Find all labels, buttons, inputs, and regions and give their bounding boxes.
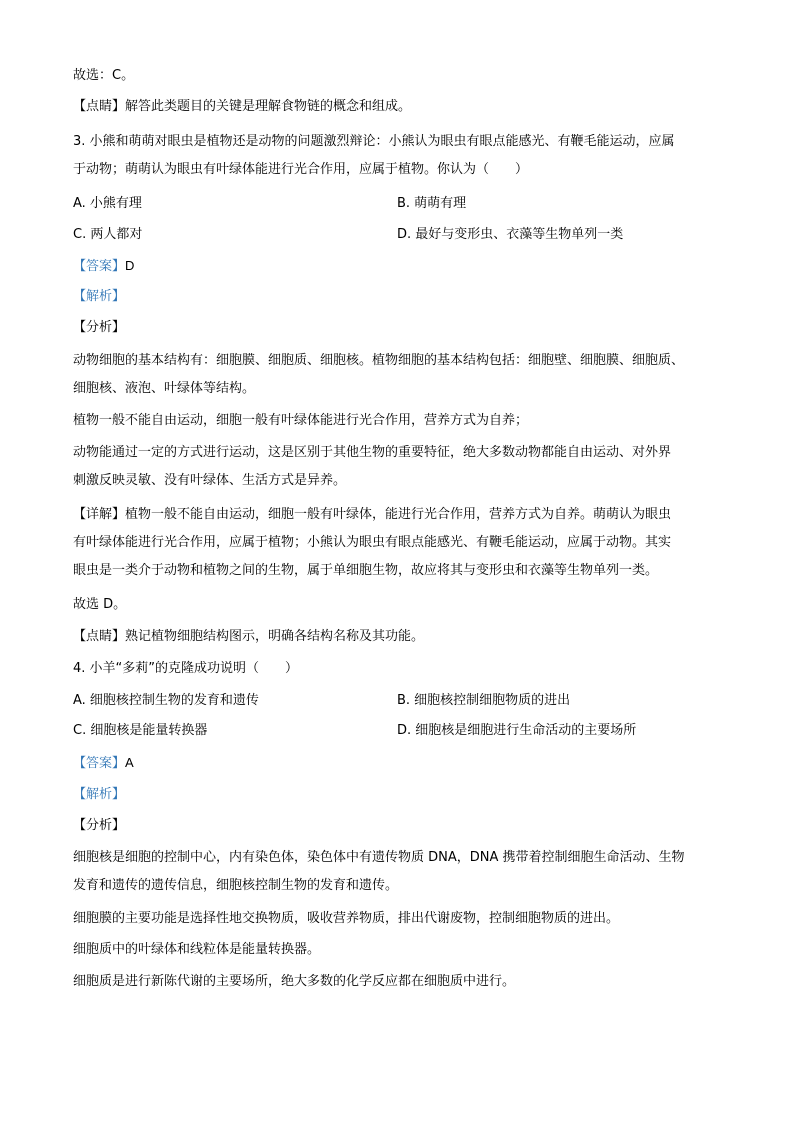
option-b: B. 萌萌有理 xyxy=(397,196,467,211)
text-line: 刺激反映灵敏、没有叶绿体、生活方式是异养。 xyxy=(73,473,347,488)
text-line: 细胞质中的叶绿体和线粒体是能量转换器。 xyxy=(73,942,321,957)
question-4-options-cd xyxy=(73,722,733,740)
text-line: 细胞质是进行新陈代谢的主要场所，绝大多数的化学反应都在细胞质中进行。 xyxy=(73,974,516,989)
detail-line: 【详解】植物一般不能自由运动，细胞一般有叶绿体，能进行光合作用，营养方式为自养。萌萌认为眼虫 xyxy=(73,507,672,522)
answer-line xyxy=(73,257,134,276)
detail-line: 有叶绿体能进行光合作用，应属于植物；小熊认为眼虫有眼点能感光、有鞭毛能运动，应属于动物。其实 xyxy=(73,535,672,550)
text-line: 动物细胞的基本结构有：细胞膜、细胞质、细胞核。植物细胞的基本结构包括：细胞壁、细胞膜、细胞质、 xyxy=(73,353,685,368)
question-3-options-cd xyxy=(73,226,733,244)
analysis-label: 【解析】 xyxy=(73,289,126,304)
text-line: 故选：C。 xyxy=(73,68,135,83)
text-line: 发育和遗传的遗传信息，细胞核控制生物的发育和遗传。 xyxy=(73,878,399,893)
analysis-label: 【解析】 xyxy=(73,787,126,802)
detail-line: 眼虫是一类介于动物和植物之间的生物，属于单细胞生物，故应将其与变形虫和衣藻等生物单列一类。 xyxy=(73,563,659,578)
answer-line xyxy=(73,754,134,773)
analysis-heading: 【分析】 xyxy=(73,818,126,833)
remark-line: 【点睛】熟记植物细胞结构图示，明确各结构名称及其功能。 xyxy=(73,629,425,644)
option-b: B. 细胞核控制细胞物质的进出 xyxy=(397,693,571,708)
answer-value: A xyxy=(125,755,134,770)
option-c: C. 两人都对 xyxy=(73,227,143,242)
option-a: A. 细胞核控制生物的发育和遗传 xyxy=(73,693,259,708)
question-3-stem: 3. 小熊和萌萌对眼虫是植物还是动物的问题激烈辩论：小熊认为眼虫有眼点能感光、有鞭毛能运动，应属 xyxy=(73,134,675,149)
remark-line: 【点睛】解答此类题目的关键是理解食物链的概念和组成。 xyxy=(73,99,412,114)
question-3-options-ab xyxy=(73,195,733,213)
question-4-options-ab xyxy=(73,692,733,710)
answer-value: D xyxy=(125,258,135,273)
text-line: 细胞核、液泡、叶绿体等结构。 xyxy=(73,381,256,396)
answer-label: 【答案】 xyxy=(73,259,126,274)
conclusion-line: 故选 D。 xyxy=(73,597,127,612)
text-line: 动物能通过一定的方式进行运动，这是区别于其他生物的重要特征，绝大多数动物都能自由运动、对外界 xyxy=(73,445,672,460)
text-line: 细胞核是细胞的控制中心，内有染色体，染色体中有遗传物质 DNA，DNA 携带着控制细胞生命活动、生物 xyxy=(73,850,685,865)
option-a: A. 小熊有理 xyxy=(73,196,142,211)
analysis-heading: 【分析】 xyxy=(73,320,126,335)
question-4-stem: 4. 小羊“多莉”的克隆成功说明（ ） xyxy=(73,661,299,676)
text-line: 植物一般不能自由运动，细胞一般有叶绿体能进行光合作用，营养方式为自养； xyxy=(73,413,529,428)
question-3-stem-cont: 于动物；萌萌认为眼虫有叶绿体能进行光合作用，应属于植物。你认为（ ） xyxy=(73,162,529,177)
answer-label: 【答案】 xyxy=(73,756,126,771)
option-d: D. 细胞核是细胞进行生命活动的主要场所 xyxy=(397,723,637,738)
text-line: 细胞膜的主要功能是选择性地交换物质，吸收营养物质，排出代谢废物，控制细胞物质的进出。 xyxy=(73,911,620,926)
option-c: C. 细胞核是能量转换器 xyxy=(73,723,208,738)
option-d: D. 最好与变形虫、衣藻等生物单列一类 xyxy=(397,227,624,242)
